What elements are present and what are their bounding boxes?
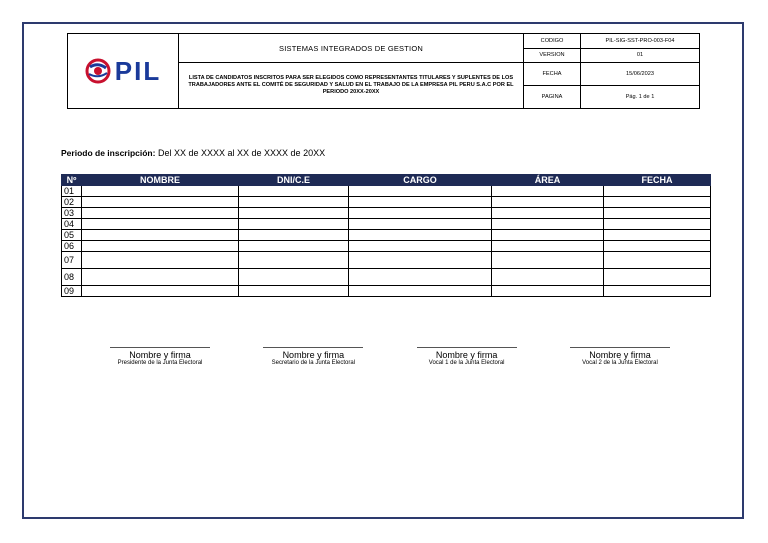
signature-line[interactable]: [417, 347, 517, 348]
row-number: 02: [62, 197, 82, 208]
dni-cell[interactable]: [239, 197, 349, 208]
name-cell[interactable]: [82, 219, 239, 230]
area-cell[interactable]: [492, 241, 604, 252]
name-cell[interactable]: [82, 197, 239, 208]
area-cell[interactable]: [492, 269, 604, 286]
row-number: 07: [62, 252, 82, 269]
signature-name-label: Nombre y firma: [129, 350, 191, 360]
signature-role: Vocal 2 de la Junta Electoral: [582, 360, 658, 366]
page-label: PAGINA: [524, 86, 581, 109]
dni-cell[interactable]: [239, 230, 349, 241]
column-header-date: FECHA: [604, 175, 711, 186]
row-number: 09: [62, 286, 82, 297]
period-label: Periodo de inscripción:: [61, 148, 156, 158]
area-cell[interactable]: [492, 230, 604, 241]
signature-line[interactable]: [263, 347, 363, 348]
date-cell[interactable]: [604, 269, 711, 286]
signature-role: Secretario de la Junta Electoral: [271, 360, 356, 366]
dni-cell[interactable]: [239, 186, 349, 197]
area-cell[interactable]: [492, 219, 604, 230]
area-cell[interactable]: [492, 208, 604, 219]
signature-role: Presidente de la Junta Electoral: [117, 360, 203, 366]
signature-name-label: Nombre y firma: [282, 350, 345, 360]
date-cell[interactable]: [604, 208, 711, 219]
position-cell[interactable]: [349, 208, 492, 219]
column-header-name: NOMBRE: [82, 175, 239, 186]
date-cell[interactable]: [604, 186, 711, 197]
position-cell[interactable]: [349, 219, 492, 230]
signature-section: [100, 347, 680, 366]
signature-block-secretary: [253, 347, 373, 366]
position-cell[interactable]: [349, 230, 492, 241]
table-row: [62, 197, 711, 208]
name-cell[interactable]: [82, 286, 239, 297]
period-value: Del XX de XXXX al XX de XXXX de 20XX: [157, 148, 326, 158]
date-cell[interactable]: [604, 252, 711, 269]
dni-cell[interactable]: [239, 208, 349, 219]
code-value: PIL-SIG-SST-PRO-003-F04: [581, 34, 700, 49]
signature-name-label: Nombre y firma: [589, 350, 651, 360]
position-cell[interactable]: [349, 252, 492, 269]
name-cell[interactable]: [82, 241, 239, 252]
signature-name-label: Nombre y firma: [435, 350, 498, 360]
position-cell[interactable]: [349, 197, 492, 208]
table-row: [62, 241, 711, 252]
signature-role: Vocal 1 de la Junta Electoral: [428, 360, 505, 366]
area-cell[interactable]: [492, 186, 604, 197]
table-header-row: [62, 175, 711, 186]
date-label: FECHA: [524, 63, 581, 86]
name-cell[interactable]: [82, 269, 239, 286]
area-cell[interactable]: [492, 252, 604, 269]
table-row: [62, 286, 711, 297]
document-title: LISTA DE CANDIDATOS INSCRITOS PARA SER ELEGIDOS COMO REPRESENTANTES TITULARES Y SUPLENTES DE LOS TRABAJADORES ANTE EL COMITÉ DE SEGURIDAD Y SALUD EN EL TRABAJO DE LA EMPRESA PIL PERU S.A.C POR EL PERIODO 20XX-20XX: [179, 63, 524, 109]
table-row: [62, 186, 711, 197]
table-row: [62, 252, 711, 269]
row-number: 06: [62, 241, 82, 252]
registration-period: [61, 148, 325, 158]
dni-cell[interactable]: [239, 241, 349, 252]
row-number: 03: [62, 208, 82, 219]
row-number: 04: [62, 219, 82, 230]
signature-line[interactable]: [570, 347, 670, 348]
date-cell[interactable]: [604, 241, 711, 252]
logo-text: PIL: [114, 55, 162, 86]
signature-block-vocal-2: [560, 347, 680, 366]
candidates-table: [61, 174, 711, 297]
version-label: VERSION: [524, 48, 581, 63]
signature-block-vocal-1: [407, 347, 527, 366]
row-number: 08: [62, 269, 82, 286]
dni-cell[interactable]: [239, 286, 349, 297]
area-cell[interactable]: [492, 286, 604, 297]
column-header-number: Nº: [62, 175, 82, 186]
version-value: 01: [581, 48, 700, 63]
date-cell[interactable]: [604, 197, 711, 208]
name-cell[interactable]: [82, 186, 239, 197]
row-number: 01: [62, 186, 82, 197]
pil-globe-icon: [85, 58, 111, 84]
name-cell[interactable]: [82, 208, 239, 219]
date-value: 15/06/2023: [581, 63, 700, 86]
dni-cell[interactable]: [239, 252, 349, 269]
name-cell[interactable]: [82, 252, 239, 269]
table-row: [62, 219, 711, 230]
column-header-position: CARGO: [349, 175, 492, 186]
table-row: [62, 230, 711, 241]
page-value: Pág. 1 de 1: [581, 86, 700, 109]
date-cell[interactable]: [604, 230, 711, 241]
signature-block-president: [100, 347, 220, 366]
position-cell[interactable]: [349, 186, 492, 197]
code-label: CODIGO: [524, 34, 581, 49]
table-row: [62, 269, 711, 286]
table-row: [62, 208, 711, 219]
dni-cell[interactable]: [239, 219, 349, 230]
document-header: [67, 33, 700, 109]
position-cell[interactable]: [349, 269, 492, 286]
dni-cell[interactable]: [239, 269, 349, 286]
position-cell[interactable]: [349, 286, 492, 297]
column-header-dni: DNI/C.E: [239, 175, 349, 186]
system-title: SISTEMAS INTEGRADOS DE GESTION: [179, 34, 524, 63]
row-number: 05: [62, 230, 82, 241]
name-cell[interactable]: [82, 230, 239, 241]
position-cell[interactable]: [349, 241, 492, 252]
logo-cell: [68, 34, 179, 109]
signature-line[interactable]: [110, 347, 210, 348]
date-cell[interactable]: [604, 286, 711, 297]
date-cell[interactable]: [604, 219, 711, 230]
column-header-area: ÁREA: [492, 175, 604, 186]
area-cell[interactable]: [492, 197, 604, 208]
company-logo: [68, 56, 178, 87]
